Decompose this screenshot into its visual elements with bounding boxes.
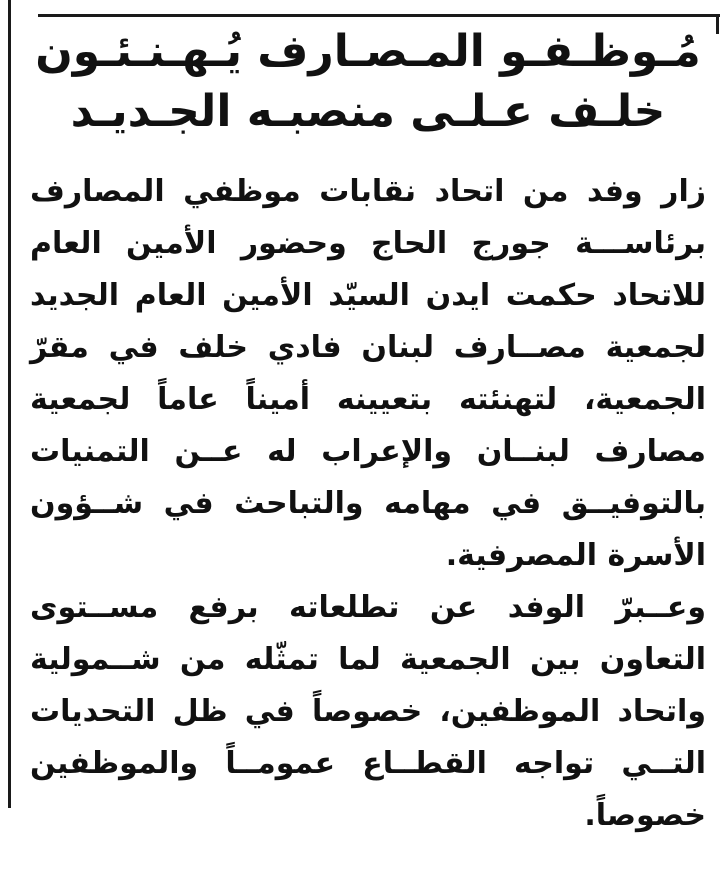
article <box>30 22 706 842</box>
text-line: الأسرة المصرفية. <box>445 538 706 573</box>
paragraph-2 <box>30 582 706 842</box>
headline <box>30 22 706 142</box>
text-line: برئاســـة جورج الحاج وحضور الأمين العام <box>30 226 706 261</box>
text-line: التعاون بين الجمعية لما تمثّله من شــمولية <box>30 642 706 677</box>
text-line: خصوصاً. <box>584 798 706 833</box>
right-border-rule <box>716 14 719 34</box>
text-line: وعــبرّ الوفد عن تطلعاته برفع مســتوى <box>30 590 706 625</box>
text-line: للاتحاد حكمت ايدن السيّد الأمين العام الجديد <box>30 278 706 313</box>
text-line: الجمعية، لتهنئته بتعيينه أميناً عاماً لجمعية <box>30 382 706 417</box>
text-line: بالتوفيــق في مهامه والتباحث في شــؤون <box>30 486 706 521</box>
text-line: لجمعية مصــارف لبنان فادي خلف في مقرّ <box>30 330 706 365</box>
top-border-rule <box>38 14 720 17</box>
text-line: زار وفد من اتحاد نقابات موظفي المصارف <box>30 174 706 209</box>
text-line: واتحاد الموظفين، خصوصاً في ظل التحديات <box>30 694 706 729</box>
article-body <box>30 166 706 842</box>
headline-line-1: مُـوظـفـو المـصـارف يُـهـنـئـون <box>35 26 701 77</box>
left-border-rule <box>8 0 11 808</box>
headline-line-2: خلـف عـلـى منصبـه الجـديـد <box>70 86 666 137</box>
text-line: التــي تواجه القطــاع عمومــاً والموظفين <box>30 746 706 781</box>
text-line: مصارف لبنــان والإعراب له عــن التمنيات <box>30 434 706 469</box>
paragraph-1 <box>30 166 706 582</box>
